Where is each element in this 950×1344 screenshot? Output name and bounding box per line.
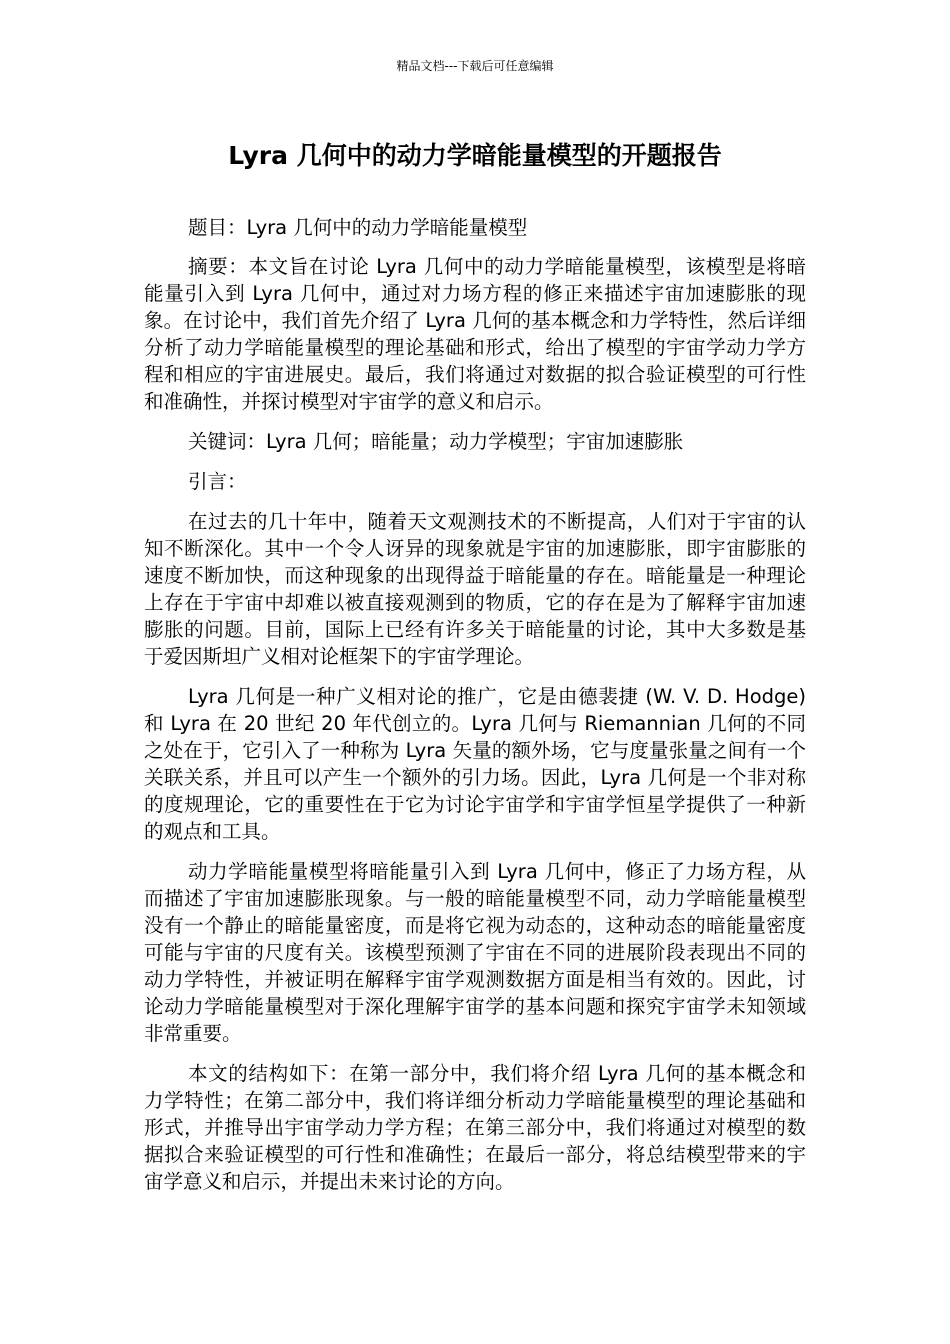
document-body xyxy=(144,214,806,1208)
paragraph-intro-heading: 引言： xyxy=(188,470,247,493)
header-note: 精品文档---下载后可任意编辑 xyxy=(396,59,554,73)
paragraph-intro-3: 动力学暗能量模型将暗能量引入到 Lyra 几何中，修正了力场方程，从而描述了宇宙加速膨胀现象。与一般的暗能量模型不同，动力学暗能量模型没有一个静止的暗能量密度，而是将它视为动态的，这种动态的暗能量密度可能与宇宙的尺度有关。该模型预测了宇宙在不同的进展阶段表现出不同的动力学特性，并被证明在解释宇宙学观测数据方面是相当有效的。因此，讨论动力学暗能量模型对于深化理解宇宙学的基本问题和探究宇宙学未知领域非常重要。 xyxy=(144,860,806,1045)
paragraph-structure: 本文的结构如下：在第一部分中，我们将介绍 Lyra 几何的基本概念和力学特性；在第二部分中，我们将详细分析动力学暗能量模型的理论基础和形式，并推导出宇宙学动力学方程；在第三部分中，我们将通过对模型的数据拟合来验证模型的可行性和准确性；在最后一部分，将总结模型带来的宇宙学意义和启示，并提出未来讨论的方向。 xyxy=(144,1062,806,1193)
document-title: Lyra 几何中的动力学暗能量模型的开题报告 xyxy=(228,141,722,170)
paragraph-keywords: 关键词：Lyra 几何；暗能量；动力学模型；宇宙加速膨胀 xyxy=(188,430,684,453)
paragraph-intro-2: Lyra 几何是一种广义相对论的推广，它是由德裴捷 (W. V. D. Hodge) 和 Lyra 在 20 世纪 20 年代创立的。Lyra 几何与 Riemannian 几何的不同之处在于，它引入了一种称为 Lyra 矢量的额外场，它与度量张量之间有一个关联关系，并且可以产生一个额外的引力场。因此，Lyra 几何是一个非对称的度规理论，它的重要性在于它为讨论宇宙学和宇宙学恒星学提供了一种新的观点和工具。 xyxy=(144,685,806,843)
paragraph-topic: 题目：Lyra 几何中的动力学暗能量模型 xyxy=(188,216,528,239)
paragraph-abstract: 摘要：本文旨在讨论 Lyra 几何中的动力学暗能量模型，该模型是将暗能量引入到 Lyra 几何中，通过对力场方程的修正来描述宇宙加速膨胀的现象。在讨论中，我们首先介绍了 Lyra 几何的基本概念和力学特性，然后详细分析了动力学暗能量模型的理论基础和形式，给出了模型的宇宙学动力学方程和相应的宇宙进展史。最后，我们将通过对数据的拟合验证模型的可行性和准确性，并探讨模型对宇宙学的意义和启示。 xyxy=(144,255,806,413)
paragraph-intro-1: 在过去的几十年中，随着天文观测技术的不断提高，人们对于宇宙的认知不断深化。其中一个令人讶异的现象就是宇宙的加速膨胀，即宇宙膨胀的速度不断加快，而这种现象的出现得益于暗能量的存在。暗能量是一种理论上存在于宇宙中却难以被直接观测到的物质，它的存在是为了解释宇宙加速膨胀的问题。目前，国际上已经有许多关于暗能量的讨论，其中大多数是基于爱因斯坦广义相对论框架下的宇宙学理论。 xyxy=(144,510,806,668)
